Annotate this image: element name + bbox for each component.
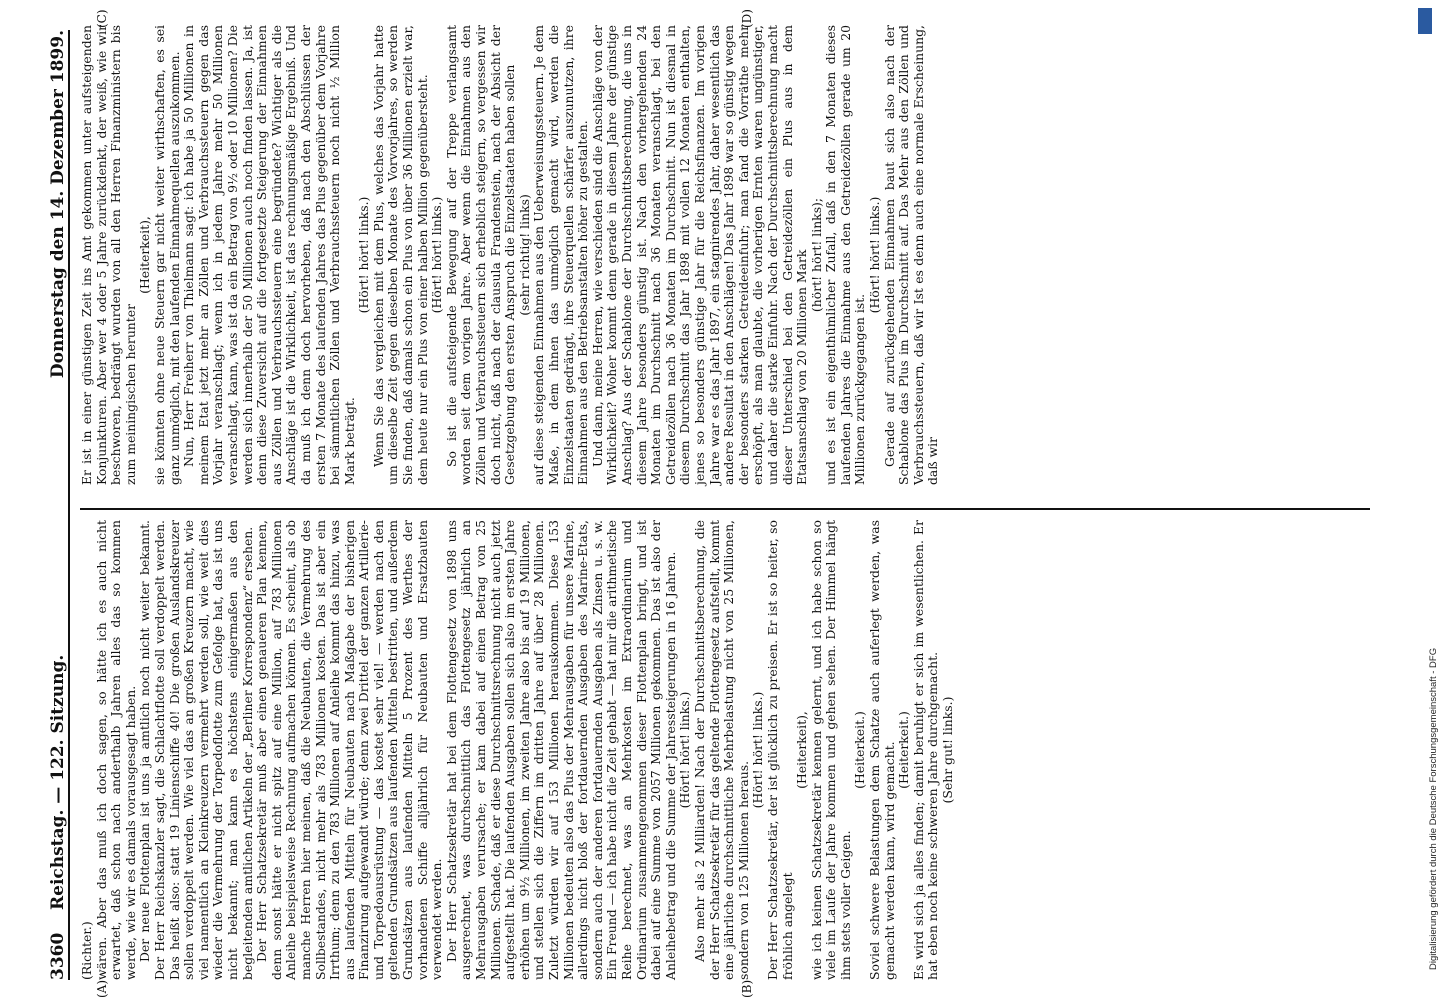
- interjection: (Heiterkeit),: [794, 711, 810, 789]
- interjection: (Hört! hört! links.): [867, 196, 883, 314]
- paragraph: Wenn Sie das vergleichen mit dem Plus, welches das Vorjahr hatte um dieselbe Zeit gegen dieselben Monate des Vorvorjahres, so werden Sie finden, daß damals schon ein Plus von über 36 Millionen erzielt war, dem heute nur ein Plus von einer halben Million gegenübersteht.: [370, 25, 430, 485]
- paragraph: (Richter.): [79, 921, 94, 980]
- margin-c: (C): [95, 9, 109, 28]
- paragraph: Also mehr als 2 Milliarden! Nach der Durchschnittsberechnung, die der Herr Schatzsekretär für das geltende Flottengesetz aufstellt, kommt eine jährliche durchschnittliche Mehrbelastung nicht von 25 Millionen, sondern von 125 Millionen heraus.: [691, 520, 751, 980]
- session-title: Reichstag. — 122. Sitzung.: [48, 654, 68, 910]
- margin-b: (B): [740, 979, 754, 998]
- paragraph: wären. Aber das muß ich doch sagen, so hätte ich es auch nicht erwartet, daß schon nach anderthalb Jahren alles das so kommen werde, wie wir es damals vorausgesagt haben.: [93, 520, 138, 980]
- interjection: (Hört! hört! links.): [750, 691, 766, 809]
- interjection: (Hört! hört! links.): [677, 691, 693, 809]
- dfg-logo-icon: [1418, 8, 1432, 34]
- paragraph: wie ich keinen Schatzsekretär kennen gelernt, und ich habe schon so viele im Laufe der Jahre kommen und gehen sehen. Der Himmel hängt ihm stets voller Geigen.: [808, 520, 853, 980]
- column-divider: [80, 508, 1370, 510]
- paragraph: und es ist ein eigenthümlicher Zufall, daß in den 7 Monaten dieses laufenden Jahres die Einnahme aus den Getreidezöllen gerade um 20 Millionen zurückgegangen ist.: [823, 25, 868, 485]
- interjection: (Heiterkeit.): [896, 711, 912, 789]
- paragraph: So ist die aufsteigende Bewegung auf der Treppe verlangsamt worden seit dem vorigen Jahre. Aber wenn die Einnahmen aus den Zöllen und Verbrauchssteuern sich erheblich steigern, so vergessen wir doch nicht, daß nach der clausula Frandenstein, nach der Absicht der Gesetzgebung den ersten Anspruch die Einzelstaaten haben sollen: [443, 25, 518, 485]
- session-date: Donnerstag den 14. Dezember 1899.: [48, 30, 68, 379]
- digitization-credit: [1416, 10, 1439, 990]
- margin-a: (A): [95, 979, 109, 998]
- paragraph: Gerade auf zurückgehenden Einnahmen baut sich also nach der Schablone das Plus im Durchschnitt auf. Das Mehr aus den Zöllen und Verbrauchssteuern, daß wir Ist es denn auch eine normale Erscheinung, daß wir: [881, 25, 941, 485]
- paragraph: Soviel schwere Belastungen dem Schatze auch auferlegt werden, was gemacht werden kann, wird gemacht.: [867, 520, 897, 980]
- interjection: (Hört! hört! links.): [429, 196, 445, 314]
- interjection: (Sehr gut! links.): [940, 696, 956, 804]
- paragraph: Nun, Herr Freiherr von Thielmann sagt: ich habe ja 50 Millionen in meinem Etat jetzt mehr an Zöllen und Verbrauchssteuern gegen das Vorjahr veranschlagt; wenn ich in jedem Jahre mehr 50 Millionen veranschlagt, kann, was ist da ein Betrag von 9½ oder 10 Millionen? Die werden sich innerhalb der 50 Millionen auch noch finden lassen. Ja, ist denn diese Zuversicht auf die fortgesetzte Steigerung der Einnahmen aus Zöllen und Verbrauchssteuern eine begründete? Wichtiger als die Anschläge ist die Wirklichkeit, ist das rechnungsmäßige Ergebniß. Und da muß ich denn doch hervorheben, daß nach den Abschlüssen der ersten 7 Monate des laufenden Jahres das Plus gegenüber dem Vorjahre bei sämmtlichen Zöllen und Verbrauchssteuern noch nicht ½ Million Mark beträgt.: [181, 25, 357, 485]
- paragraph: Es wird sich ja alles finden; damit beruhigt er sich im wesentlichen. Er hat eben noch keine schweren Jahre durchgemacht.: [910, 520, 941, 980]
- interjection: (Heiterkeit.): [852, 711, 868, 789]
- page-header: [40, 30, 70, 980]
- paragraph: Und dann, meine Herren, wie verschieden sind die Anschläge von der Wirklichkeit? Woher kommt denn gerade in diesem Jahre der günstige Anschlag? Aus der Schablone der Durchschnittsberechnung, die uns in diesem Jahre besonders günstig ist. Nach den vorhergehenden 24 Monaten im Durchschnitt nach 36 Monaten veranschlagt, bei den Getreidezöllen nach 36 Monaten im Durchschnitt. Nun ist diesmal in diesem Durchschnitt das Jahr 1898 mit vollen 12 Monaten enthalten, jenes so besonders günstige Jahr für die Reichsfinanzen. Im vorigen Jahre war es das Jahr 1897, ein stagnirendes Jahr, daher wesentlich das andere Resultat in den Anschlägen! Das Jahr 1898 war so günstig wegen der besonders starken Getreideeinfuhr; man fand die Vorräthe mehr erschöpft, als man glaubte, die vorherigen Ernten waren ungünstiger, und daher die starke Einfuhr. Nach der Durchschnittsberechnung macht dieser Unterschied bei den Getreidezöllen ein Plus aus in dem Etatsanschlag von 20 Millionen Mark: [589, 24, 810, 485]
- credit-text: Digitalisierung gefördert durch die Deutsche Forschungsgemeinschaft - DFG: [1428, 647, 1439, 970]
- margin-d: (D): [740, 9, 754, 28]
- paragraph: Der Herr Schatzsekretär muß aber einen genaueren Plan kennen, denn sonst hätte er nicht spitz auf eine Million, auf 783 Millionen Anleihe beispielsweise Rechnung aufmachen können. Es scheint, als ob manche Herren hier meinen, daß die Neubauten, die Vermehrung des Sollbestandes, nicht mehr als 783 Millionen kosten. Das ist aber ein Irrthum; denn zu den 783 Millionen auf Anleihe kommt das hinzu, was aus laufenden Mitteln für Neubauten nach Maßgabe der bisherigen Finanzirung aufgewandt würde; denn zwei Drittel der ganzen Artillerie- und Torpedoausrüstung — das kostet sehr viel! — werden nach den geltenden Grundsätzen aus laufenden Mitteln bestritten, und außerdem Grundsätzen aus laufenden Mitteln 5 Prozent des Werthes der vorhandenen Schiffe alljährlich für Neubauten und Ersatzbauten verwendet werden.: [254, 520, 445, 980]
- paragraph: Er ist in einer günstigen Zeit ins Amt gekommen unter aufsteigenden Konjunkturen. Aber wer 4 oder 5 Jahre zurückdenkt, der weiß, wie wir beschworen, bedrängt wurden von all den Herren Finanzministern bis zum meiningischen herunter: [79, 25, 138, 485]
- interjection: (sehr richtig! links): [516, 194, 532, 316]
- paragraph: Der Herr Schatzsekretär, der ist glücklich zu preisen. Er ist so heiter, so fröhlich angelegt: [764, 520, 795, 980]
- paragraph: Der Herr Schatzsekretär hat bei dem Flottengesetz von 1898 uns ausgerechnet, was durchschnittlich das Flottengesetz jährlich an Mehrausgaben verursache; er kam dabei auf einen Betrag von 25 Millionen. Schade, daß er diese Durchschnittsrechnung nicht auch jetzt aufgestellt hat. Die laufenden Ausgaben sollen sich also im ersten Jahre erhöhen um 9½ Millionen, im zweiten Jahre also bis auf 19 Millionen, und stellen sich die Ziffern im dritten Jahre auf über 28 Millionen. Zuletzt würden wir auf 153 Millionen herauskommen. Diese 153 Millionen bedeuten also das Plus der Mehrausgaben für unsere Marine, allerdings nicht bloß der fortdauernden Ausgaben des Marine-Etats, sondern auch der anderen fortdauernden Ausgaben als Zinsen u. s. w. Ein Freund — ich habe nicht die Zeit gehabt — hat mir die arithmetische Reihe berechnet, was an Mehrkosten im Extraordinarium und Ordinarium zusammengenommen dieser Flottenplan bringt, und ist dabei auf eine Summe von 2057 Millionen gekommen. Das ist also der Anleihebetrag und die Summe der Jahressteigerungen in 16 Jahren.: [443, 520, 678, 980]
- page-number: 3360: [48, 932, 68, 980]
- interjection: (hört! hört! links);: [808, 197, 824, 313]
- interjection: (Hört! hört! links.): [356, 196, 372, 314]
- interjection: (Heiterkeit),: [137, 216, 153, 294]
- paragraph: sie könnten ohne neue Steuern gar nicht weiter wirthschaften, es sei ganz unmöglich, mit den laufenden Einnahmequellen auszukommen.: [151, 25, 182, 485]
- paragraph: auf diese steigenden Einnahmen aus den Ueberweisungssteuern. Je dem Maße, in dem ihnen das unmöglich gemacht wird, werden die Einzelstaaten gedrängt, ihre Steuerquellen schärfer auszunutzen, ihre Einnahmen aus den Betriebsanstalten höher zu gestalten.: [531, 25, 591, 485]
- paragraph: Der neue Flottenplan ist uns ja amtlich noch nicht weiter bekannt. Der Herr Reichskanzler sagt, die Schlachtflotte soll verdoppelt werden. Das heißt also: statt 19 Linienschiffe 40! Die großen Auslandskreuzer sollen verdoppelt werden. Wie viel das an großen Kreuzern macht, wie viel namentlich an Kleinkreuzern vermehrt werden soll, wie weit dies wieder die Vermehrung der Torpedoflotte zum Gefolge hat, das ist uns nicht bekannt; man kann es höchstens einigermaßen aus den begleitenden amtlichen Artikeln der „Berliner Korrespondenz“ ersehen.: [137, 520, 255, 980]
- right-column: [80, 25, 1370, 485]
- left-column: [80, 520, 1370, 980]
